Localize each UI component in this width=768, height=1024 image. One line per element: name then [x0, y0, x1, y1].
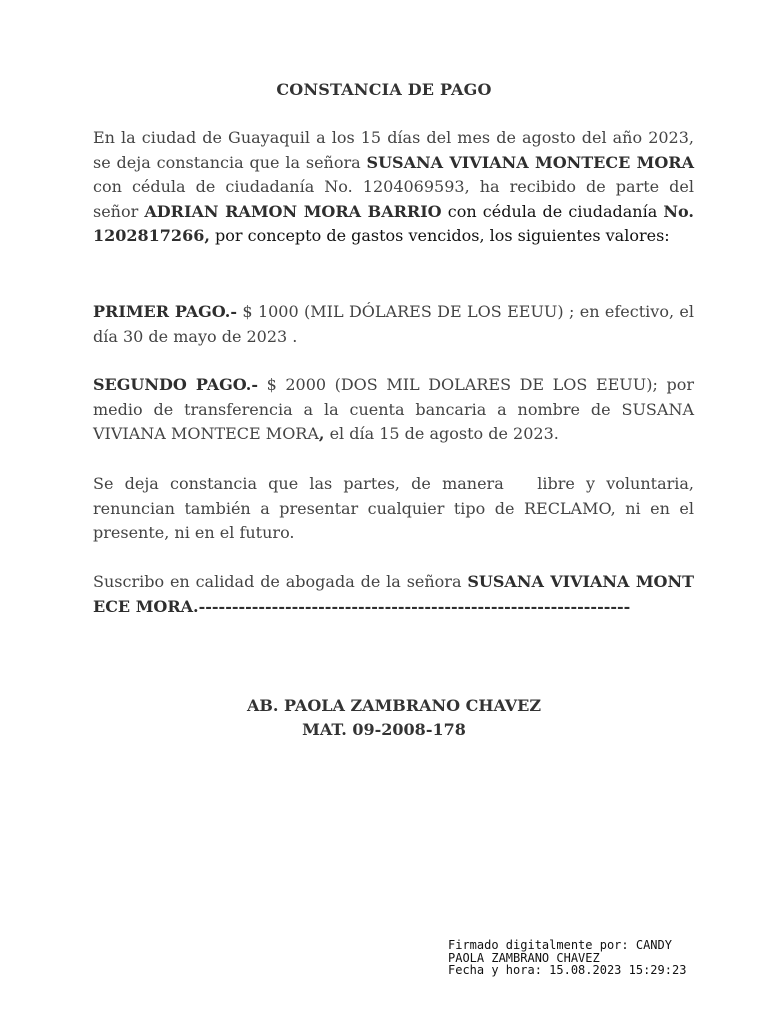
second-payment-label: SEGUNDO PAGO.- [93, 375, 259, 394]
waiver-text: Se deja constancia que las partes, de manera libre y voluntaria, renuncian también a presentar cualquier tipo de RECLAMO, ni en el presente, ni en el futuro. [93, 474, 700, 543]
attestation-text: Suscribo en calidad de abogada de la señora [93, 572, 468, 591]
paragraph-waiver [93, 472, 700, 546]
signatory-registration: MAT. 09-2008-178 [302, 720, 466, 739]
paragraph-intro [93, 126, 694, 249]
first-payment-text: $ 1000 (MIL DÓLARES DE LOS EEUU) ; en efectivo, el día 30 de mayo de 2023 . [93, 302, 694, 346]
document-title: CONSTANCIA DE PAGO [276, 80, 492, 99]
digital-signature-line-1: Firmado digitalmente por: CANDY [448, 938, 672, 952]
payer-id-number: No. 1202817266, [93, 201, 694, 246]
second-payment-text: $ 2000 (DOS MIL DOLARES DE LOS EEUU); por medio de transferencia a la cuenta bancaria a nombre de SUSANA VIVIANA MONTECE MORA [93, 375, 695, 444]
second-payment-date: el día 15 de agosto de 2023. [324, 424, 559, 444]
signatory-name: AB. PAOLA ZAMBRANO CHAVEZ [246, 696, 542, 715]
recipient-name: SUSANA VIVIANA MONTECE MORA [366, 152, 694, 172]
intro-text-1: En la ciudad de Guayaquil a los 15 días del mes de agosto del año 2023, se deja constancia que la señora [93, 128, 694, 172]
intro-text-4: por concepto de gastos vencidos, los siguientes valores: [209, 226, 670, 246]
paragraph-first-payment [93, 300, 694, 349]
intro-text-2: con cédula de ciudadanía No. 1204069593, ha recibido de parte del señor [93, 177, 694, 221]
first-payment-label: PRIMER PAGO.- [93, 302, 238, 321]
paragraph-attestation [93, 570, 694, 619]
digital-signature-line-3: Fecha y hora: 15.08.2023 15:29:23 [448, 963, 687, 977]
digital-signature-line-2: PAOLA ZAMBRANO CHAVEZ [448, 950, 600, 965]
attestation-client-name: SUSANA VIVIANA MONTECE MORA.----------------------------------------------------------------- [93, 572, 694, 616]
paragraph-second-payment [93, 373, 694, 447]
payer-name: ADRIAN RAMON MORA BARRIO [144, 201, 442, 221]
second-payment-comma: , [318, 424, 325, 444]
intro-text-3: con cédula de ciudadanía [441, 201, 664, 221]
digital-signature-stamp [448, 939, 748, 977]
